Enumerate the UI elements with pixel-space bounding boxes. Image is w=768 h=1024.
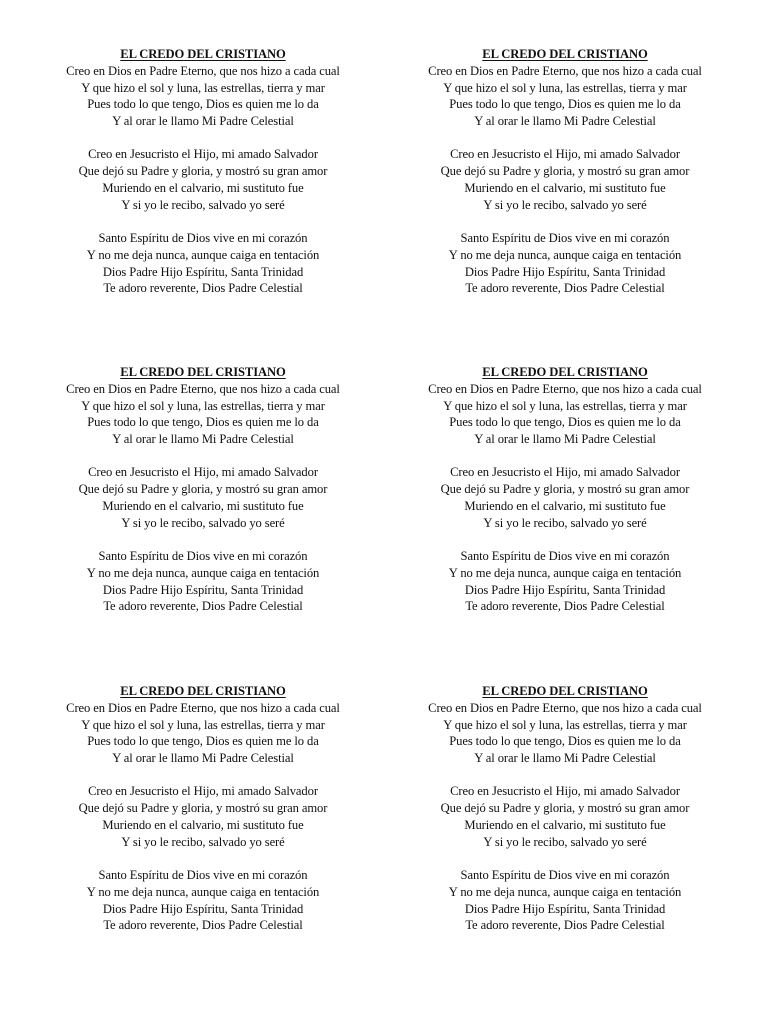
creed-card-1 xyxy=(31,46,375,297)
verse-line: Dios Padre Hijo Espíritu, Santa Trinidad xyxy=(102,901,304,916)
verse-line: Creo en Dios en Padre Eterno, que nos hizo a cada cual xyxy=(428,381,702,396)
creed-stanza-1 xyxy=(393,700,737,767)
creed-stanza-3 xyxy=(31,867,375,934)
creed-title: EL CREDO DEL CRISTIANO xyxy=(120,47,286,61)
verse-line: Que dejó su Padre y gloria, y mostró su gran amor xyxy=(78,164,328,179)
creed-stanza-2 xyxy=(393,146,737,213)
verse-line: Y que hizo el sol y luna, las estrellas, tierra y mar xyxy=(443,80,687,95)
verse-line: Creo en Dios en Padre Eterno, que nos hizo a cada cual xyxy=(66,381,340,396)
creed-title: EL CREDO DEL CRISTIANO xyxy=(482,47,648,61)
verse-line: Pues todo lo que tengo, Dios es quien me lo da xyxy=(449,415,681,430)
verse-line: Y no me deja nunca, aunque caiga en tentación xyxy=(448,884,682,899)
verse-line: Que dejó su Padre y gloria, y mostró su gran amor xyxy=(440,482,690,497)
verse-line: Santo Espíritu de Dios vive en mi corazón xyxy=(460,230,670,245)
verse-line: Y si yo le recibo, salvado yo seré xyxy=(121,834,285,849)
creed-stanza-2 xyxy=(31,783,375,850)
verse-line: Y si yo le recibo, salvado yo seré xyxy=(483,515,647,530)
creed-title: EL CREDO DEL CRISTIANO xyxy=(482,684,648,698)
verse-line: Muriendo en el calvario, mi sustituto fue xyxy=(102,498,304,513)
creed-title: EL CREDO DEL CRISTIANO xyxy=(482,365,648,379)
verse-line: Y no me deja nunca, aunque caiga en tentación xyxy=(86,884,320,899)
verse-line: Pues todo lo que tengo, Dios es quien me lo da xyxy=(449,97,681,112)
verse-line: Pues todo lo que tengo, Dios es quien me lo da xyxy=(87,734,319,749)
verse-line: Te adoro reverente, Dios Padre Celestial xyxy=(465,281,665,296)
verse-line: Y que hizo el sol y luna, las estrellas, tierra y mar xyxy=(81,717,325,732)
creed-stanza-3 xyxy=(393,867,737,934)
verse-line: Y al orar le llamo Mi Padre Celestial xyxy=(474,114,656,129)
verse-line: Y no me deja nunca, aunque caiga en tentación xyxy=(448,565,682,580)
verse-line: Dios Padre Hijo Espíritu, Santa Trinidad xyxy=(464,582,666,597)
verse-line: Y al orar le llamo Mi Padre Celestial xyxy=(112,432,294,447)
verse-line: Y al orar le llamo Mi Padre Celestial xyxy=(474,751,656,766)
verse-line: Muriendo en el calvario, mi sustituto fue xyxy=(464,498,666,513)
verse-line: Y si yo le recibo, salvado yo seré xyxy=(483,197,647,212)
verse-line: Dios Padre Hijo Espíritu, Santa Trinidad xyxy=(464,264,666,279)
verse-line: Te adoro reverente, Dios Padre Celestial xyxy=(465,918,665,933)
verse-line: Y que hizo el sol y luna, las estrellas, tierra y mar xyxy=(443,717,687,732)
verse-line: Pues todo lo que tengo, Dios es quien me lo da xyxy=(87,415,319,430)
verse-line: Y al orar le llamo Mi Padre Celestial xyxy=(112,114,294,129)
verse-line: Dios Padre Hijo Espíritu, Santa Trinidad xyxy=(102,582,304,597)
verse-line: Y al orar le llamo Mi Padre Celestial xyxy=(474,432,656,447)
creed-stanza-3 xyxy=(393,230,737,297)
creed-stanza-2 xyxy=(31,146,375,213)
verse-line: Muriendo en el calvario, mi sustituto fue xyxy=(464,817,666,832)
verse-line: Creo en Jesucristo el Hijo, mi amado Salvador xyxy=(450,784,680,799)
creed-card-6 xyxy=(393,683,737,934)
creed-card-3 xyxy=(31,364,375,615)
verse-line: Que dejó su Padre y gloria, y mostró su gran amor xyxy=(78,482,328,497)
verse-line: Y que hizo el sol y luna, las estrellas, tierra y mar xyxy=(81,80,325,95)
verse-line: Santo Espíritu de Dios vive en mi corazón xyxy=(98,867,308,882)
verse-line: Muriendo en el calvario, mi sustituto fue xyxy=(102,817,304,832)
creed-stanza-1 xyxy=(31,63,375,130)
creed-stanza-1 xyxy=(393,381,737,448)
verse-line: Dios Padre Hijo Espíritu, Santa Trinidad xyxy=(102,264,304,279)
verse-line: Santo Espíritu de Dios vive en mi corazón xyxy=(460,548,670,563)
verse-line: Santo Espíritu de Dios vive en mi corazón xyxy=(98,548,308,563)
verse-line: Te adoro reverente, Dios Padre Celestial xyxy=(103,281,303,296)
verse-line: Creo en Jesucristo el Hijo, mi amado Salvador xyxy=(88,465,318,480)
creed-card-4 xyxy=(393,364,737,615)
verse-line: Y al orar le llamo Mi Padre Celestial xyxy=(112,751,294,766)
verse-line: Que dejó su Padre y gloria, y mostró su gran amor xyxy=(440,801,690,816)
verse-line: Y no me deja nunca, aunque caiga en tentación xyxy=(448,247,682,262)
creed-stanza-1 xyxy=(31,700,375,767)
creed-stanza-3 xyxy=(31,548,375,615)
verse-line: Y si yo le recibo, salvado yo seré xyxy=(121,515,285,530)
creed-stanza-2 xyxy=(31,464,375,531)
verse-line: Pues todo lo que tengo, Dios es quien me lo da xyxy=(87,97,319,112)
creed-stanza-1 xyxy=(393,63,737,130)
verse-line: Creo en Jesucristo el Hijo, mi amado Salvador xyxy=(450,465,680,480)
creed-title: EL CREDO DEL CRISTIANO xyxy=(120,365,286,379)
creed-stanza-2 xyxy=(393,464,737,531)
verse-line: Creo en Dios en Padre Eterno, que nos hizo a cada cual xyxy=(428,63,702,78)
creed-stanza-3 xyxy=(31,230,375,297)
verse-line: Muriendo en el calvario, mi sustituto fue xyxy=(102,180,304,195)
creed-card-2 xyxy=(393,46,737,297)
verse-line: Creo en Dios en Padre Eterno, que nos hizo a cada cual xyxy=(428,700,702,715)
verse-line: Creo en Jesucristo el Hijo, mi amado Salvador xyxy=(450,147,680,162)
creed-stanza-3 xyxy=(393,548,737,615)
creed-card-5 xyxy=(31,683,375,934)
verse-line: Y no me deja nunca, aunque caiga en tentación xyxy=(86,247,320,262)
verse-line: Y que hizo el sol y luna, las estrellas, tierra y mar xyxy=(81,398,325,413)
verse-line: Y no me deja nunca, aunque caiga en tentación xyxy=(86,565,320,580)
verse-line: Creo en Jesucristo el Hijo, mi amado Salvador xyxy=(88,784,318,799)
verse-line: Muriendo en el calvario, mi sustituto fue xyxy=(464,180,666,195)
verse-line: Creo en Dios en Padre Eterno, que nos hizo a cada cual xyxy=(66,63,340,78)
verse-line: Santo Espíritu de Dios vive en mi corazón xyxy=(98,230,308,245)
verse-line: Pues todo lo que tengo, Dios es quien me lo da xyxy=(449,734,681,749)
verse-line: Dios Padre Hijo Espíritu, Santa Trinidad xyxy=(464,901,666,916)
verse-line: Que dejó su Padre y gloria, y mostró su gran amor xyxy=(440,164,690,179)
verse-line: Que dejó su Padre y gloria, y mostró su gran amor xyxy=(78,801,328,816)
verse-line: Te adoro reverente, Dios Padre Celestial xyxy=(465,599,665,614)
verse-line: Santo Espíritu de Dios vive en mi corazón xyxy=(460,867,670,882)
creed-title: EL CREDO DEL CRISTIANO xyxy=(120,684,286,698)
creed-stanza-2 xyxy=(393,783,737,850)
verse-line: Te adoro reverente, Dios Padre Celestial xyxy=(103,918,303,933)
verse-line: Y si yo le recibo, salvado yo seré xyxy=(121,197,285,212)
verse-line: Te adoro reverente, Dios Padre Celestial xyxy=(103,599,303,614)
verse-line: Y que hizo el sol y luna, las estrellas, tierra y mar xyxy=(443,398,687,413)
verse-line: Creo en Jesucristo el Hijo, mi amado Salvador xyxy=(88,147,318,162)
verse-line: Y si yo le recibo, salvado yo seré xyxy=(483,834,647,849)
creed-stanza-1 xyxy=(31,381,375,448)
verse-line: Creo en Dios en Padre Eterno, que nos hizo a cada cual xyxy=(66,700,340,715)
